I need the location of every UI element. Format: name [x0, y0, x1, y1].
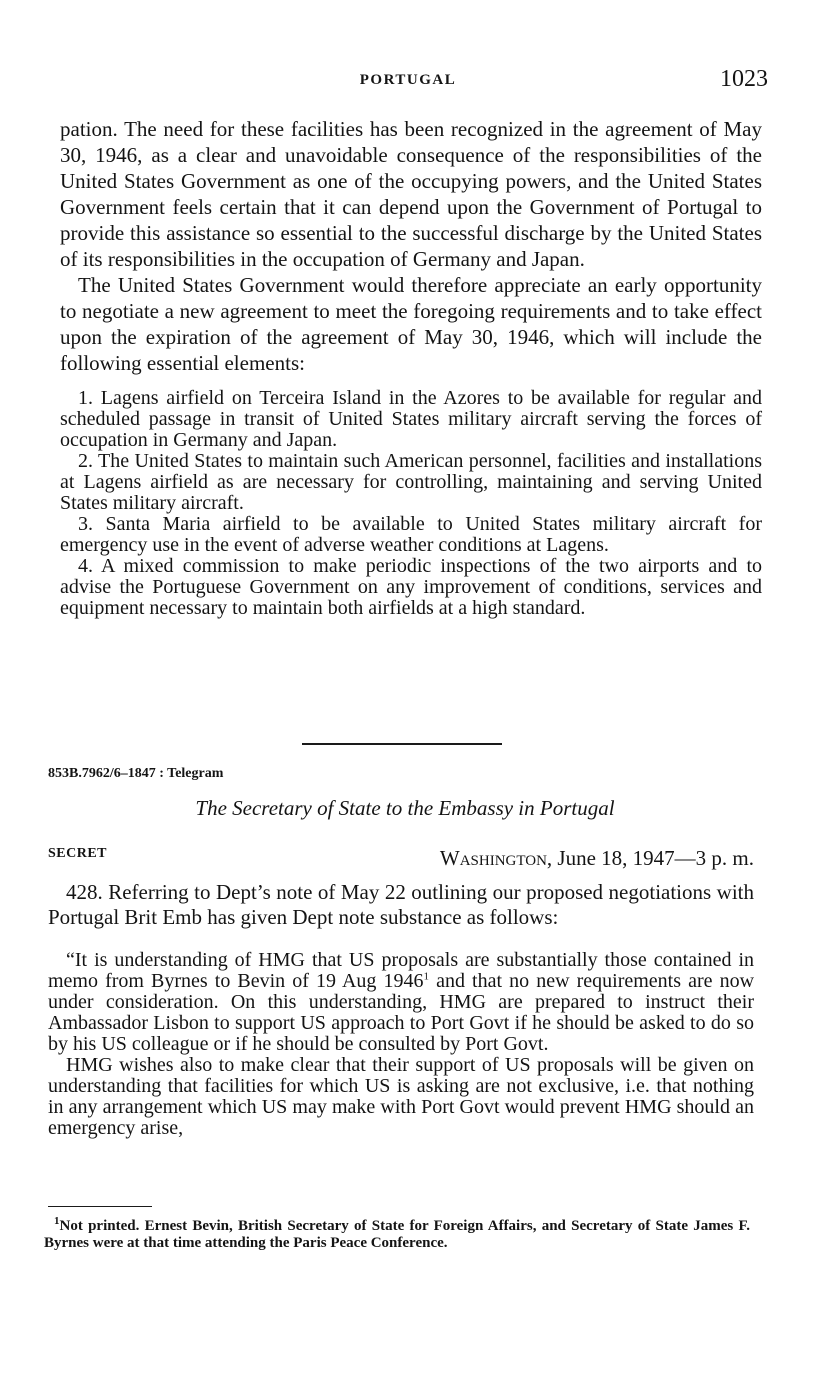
quote-text: “It is understanding of HMG that US proposals are substantially those contained in memo from Byrnes to Bevin of 19 Aug 1946 [48, 949, 754, 992]
classification-label: SECRET [48, 846, 108, 861]
paragraph-continued: pation. The need for these facilities has been recognized in the agreement of May 30, 1946, as a clear and unavoidable consequence of the responsibilities of the United States Government as one of the occupying powers, and the United States Government feels certain that it can depend upon the Government of Portugal to provide this assistance so essential to the successful discharge by the United States of its responsibilities in the occupation of Germany and Japan. [60, 117, 762, 271]
list-item: 2. The United States to maintain such American personnel, facilities and installations at Lagens airfield as are necessary for controlling, maintaining and serving United States military aircraft. [60, 450, 762, 514]
telegram-body [48, 880, 754, 1139]
page-header [48, 66, 768, 100]
list-item: 1. Lagens airfield on Terceira Island in the Azores to be available for regular and scheduled passage in transit of United States military aircraft serving the forces of occupation in Germany and Japan. [60, 387, 762, 451]
footnote-marker: 1 [54, 1215, 60, 1227]
footnote [44, 1215, 750, 1252]
dateline-date: June 18, 1947—3 p. m. [557, 846, 754, 870]
list-item: 3. Santa Maria airfield to be available to United States military aircraft for emergency use in the event of adverse weather conditions at Lagens. [60, 513, 762, 556]
document-title: The Secretary of State to the Embassy in Portugal [195, 796, 615, 820]
quote-text-continued: and that no new requirements are now under consideration. On this understanding, HMG are prepared to instruct their Ambassador Lisbon to support US approach to Port Govt if he should be asked to do so by his US colleague or if he should be consulted by Port Govt. [48, 970, 755, 1055]
file-number: 853B.7962/6–1847 : Telegram [48, 766, 224, 781]
page-number: 1023 [720, 66, 768, 92]
memorandum-continuation [60, 116, 762, 619]
footnote-reference: 1 [423, 970, 429, 983]
dateline [440, 846, 754, 871]
quoted-note [48, 950, 754, 1139]
paragraph-request: The United States Government would therefore appreciate an early opportunity to negotiate a new agreement to meet the foregoing requirements and to take effect upon the expiration of the agreement of May 30, 1946, which will include the following essential elements: [60, 273, 762, 375]
essential-elements-list [60, 388, 762, 619]
running-head: PORTUGAL [359, 72, 457, 88]
telegram-paragraph: 428. Referring to Dept’s note of May 22 outlining our proposed negotiations with Portugal Brit Emb has given Dept note substance as follows: [48, 880, 754, 929]
quote-paragraph: HMG wishes also to make clear that their support of US proposals will be given on understanding that facilities for which US is asking are not exclusive, i.e. that nothing in any arrangement which US may make with Port Govt would prevent HMG should an emergency arise, [48, 1054, 754, 1139]
quote-paragraph [48, 950, 754, 1055]
footnote-text: Not printed. Ernest Bevin, British Secretary of State for Foreign Affairs, and Secretary of State James F. Byrnes were at that time attending the Paris Peace Conference. [44, 1218, 750, 1251]
section-divider [302, 743, 502, 745]
dateline-place: Washington, [439, 846, 553, 870]
footnote-divider [48, 1206, 152, 1207]
list-item: 4. A mixed commission to make periodic inspections of the two airports and to advise the Portuguese Government on any improvement of conditions, services and equipment necessary to maintain both airfields at a high standard. [60, 555, 762, 619]
